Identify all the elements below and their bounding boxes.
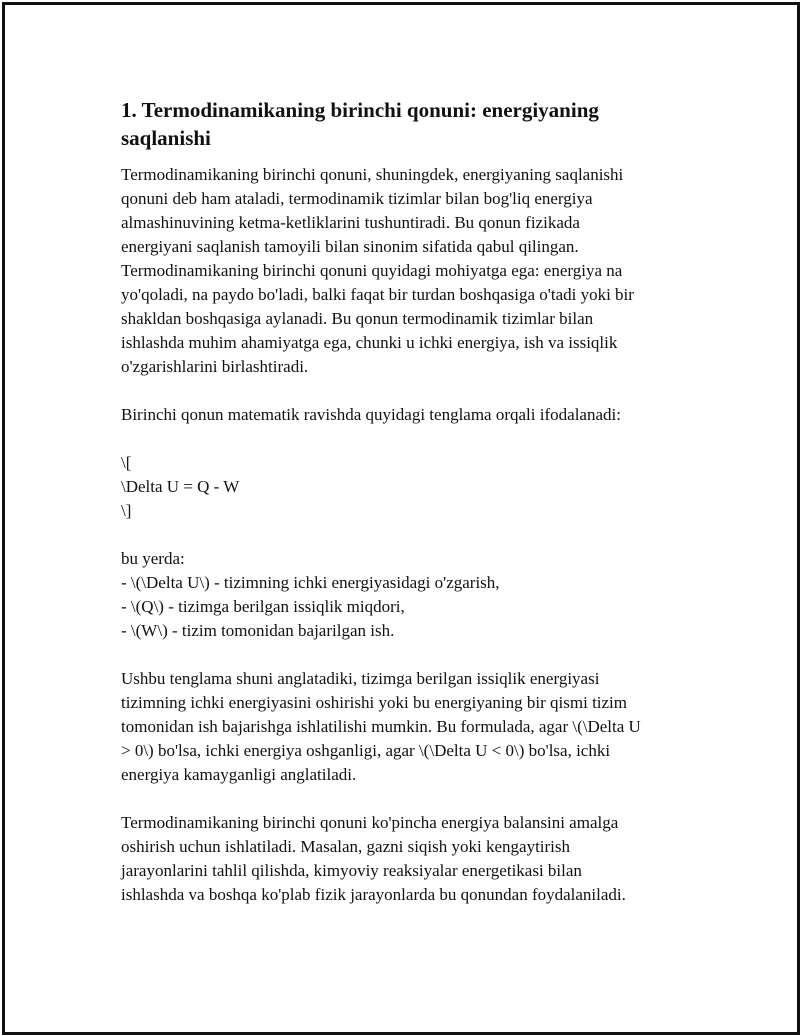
page-frame — [2, 2, 800, 1035]
definition-line: - \(\Delta U\) - tizimning ichki energiyasidagi o'zgarish, — [121, 573, 500, 592]
formula-intro-paragraph — [121, 403, 681, 427]
explanation-paragraph — [121, 667, 681, 787]
text-line: energiyani saqlanish tamoyili bilan sinonim sifatida qabul qilingan. — [121, 237, 579, 256]
equation-line: \[ — [121, 453, 132, 472]
text-line: tizimning ichki energiyasini oshirishi yoki bu energiyaning bir qismi tizim — [121, 693, 628, 712]
heading-line: 1. Termodinamikaning birinchi qonuni: energiyaning — [121, 98, 599, 122]
definition-line: bu yerda: — [121, 549, 185, 568]
text-line: qonuni deb ham ataladi, termodinamik tizimlar bilan bog'liq energiya — [121, 189, 593, 208]
text-line: Termodinamikaning birinchi qonuni ko'pincha energiya balansini amalga — [121, 813, 619, 832]
definitions-list — [121, 547, 681, 643]
applications-paragraph — [121, 811, 681, 907]
equation-line: \Delta U = Q - W — [121, 477, 240, 496]
text-line: tomonidan ish bajarishga ishlatilishi mumkin. Bu formulada, agar \(\Delta U — [121, 717, 641, 736]
text-line: Ushbu tenglama shuni anglatadiki, tizimga berilgan issiqlik energiyasi — [121, 669, 600, 688]
document-body — [121, 96, 681, 907]
section-heading — [121, 96, 681, 152]
text-line: Termodinamikaning birinchi qonuni quyidagi mohiyatga ega: energiya na — [121, 261, 623, 280]
intro-paragraph — [121, 163, 681, 379]
text-line: Termodinamikaning birinchi qonuni, shuningdek, energiyaning saqlanishi — [121, 165, 624, 184]
text-line: shakldan boshqasiga aylanadi. Bu qonun termodinamik tizimlar bilan — [121, 309, 594, 328]
equation-block — [121, 451, 681, 523]
equation-line: \] — [121, 501, 132, 520]
definition-line: - \(Q\) - tizimga berilgan issiqlik miqdori, — [121, 597, 405, 616]
text-line: ishlashda va boshqa ko'plab fizik jarayonlarda bu qonundan foydalaniladi. — [121, 885, 626, 904]
text-line: yo'qoladi, na paydo bo'ladi, balki faqat bir turdan boshqasiga o'tadi yoki bir — [121, 285, 634, 304]
text-line: jarayonlarini tahlil qilishda, kimyoviy reaksiyalar energetikasi bilan — [121, 861, 582, 880]
heading-line: saqlanishi — [121, 126, 211, 150]
text-line: energiya kamayganligi anglatiladi. — [121, 765, 357, 784]
text-line: o'zgarishlarini birlashtiradi. — [121, 357, 309, 376]
text-line: oshirish uchun ishlatiladi. Masalan, gazni siqish yoki kengaytirish — [121, 837, 571, 856]
text-line: ishlashda muhim ahamiyatga ega, chunki u ichki energiya, ish va issiqlik — [121, 333, 618, 352]
text-line: almashinuvining ketma-ketliklarini tushuntiradi. Bu qonun fizikada — [121, 213, 580, 232]
text-line: > 0\) bo'lsa, ichki energiya oshganligi, agar \(\Delta U < 0\) bo'lsa, ichki — [121, 741, 611, 760]
definition-line: - \(W\) - tizim tomonidan bajarilgan ish. — [121, 621, 395, 640]
text-line: Birinchi qonun matematik ravishda quyidagi tenglama orqali ifodalanadi: — [121, 405, 621, 424]
